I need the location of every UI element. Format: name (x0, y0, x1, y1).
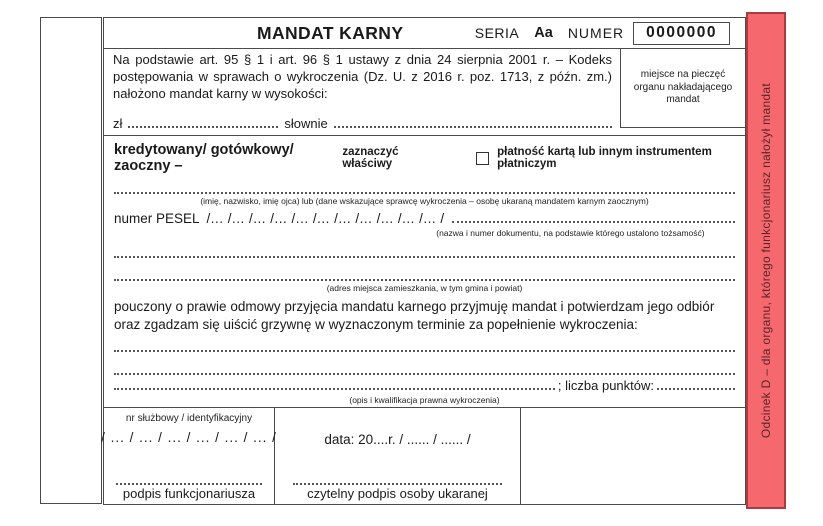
address-field-2 (114, 277, 735, 281)
currency-label: zł (113, 116, 123, 131)
offender-signature-label: czytelny podpis osoby ukaranej (307, 486, 488, 501)
points-line (114, 378, 735, 393)
pesel-label: numer PESEL (114, 211, 200, 227)
empty-signature-cell (521, 408, 745, 504)
officer-id-slots: / ... / ... / ... / ... / ... / ... / (101, 430, 277, 445)
officer-signature-label: podpis funkcjonariusza (122, 486, 256, 501)
officer-signature-cell (101, 408, 277, 504)
offender-signature-cell (275, 408, 521, 504)
address-caption: (adres miejsca zamieszkania, w tym gmina i powiat) (326, 283, 523, 294)
officer-id-label: nr służbowy / identyfikacyjny (125, 413, 253, 424)
form-main (103, 17, 746, 505)
pesel-line (114, 211, 735, 226)
offender-signature-field (293, 481, 502, 485)
offense-description-field-1 (114, 348, 735, 352)
signature-section (101, 407, 745, 504)
identity-document-caption: (nazwa i numer dokumentu, na podstawie którego ustalono tożsamość) (436, 228, 705, 239)
acknowledgement-text: pouczony o prawie odmowy przyjęcia mandatu karnego przyjmuję mandat i potwierdzam jego odbiór oraz zgadzam się uiścić grzywnę w wyznaczonym terminie za popełnienie wykroczenia: (114, 298, 715, 332)
seria-label: SERIA (474, 25, 520, 41)
payment-type-line (114, 142, 735, 174)
legal-basis-cell (104, 49, 620, 135)
stub-section-strip (746, 12, 786, 509)
legal-basis-row (104, 48, 745, 136)
identity-document-field (452, 221, 735, 223)
offense-description-field-3 (114, 388, 555, 390)
offense-caption: (opis i kwalifikacja prawna wykroczenia) (349, 394, 500, 405)
card-payment-checkbox[interactable] (476, 152, 489, 165)
form-header (104, 18, 745, 48)
offender-name-caption: (imię, nazwisko, imię ojca) lub (dane wskazujące sprawcę wykroczenia – osobę ukaraną mandatem karnym zaocznym) (200, 196, 649, 206)
form-title: MANDAT KARNY (257, 22, 404, 43)
offender-name-field (114, 190, 735, 194)
date-field: data: 20....r. / ...... / ...... / (324, 432, 471, 447)
form-body (104, 136, 745, 407)
payment-type-hint: zaznaczyć właściwy (342, 146, 399, 170)
stamp-note: miejsce na pieczęć organu nakładającego mandat (633, 69, 733, 106)
fine-amount-words-field (334, 126, 612, 128)
fine-amount-line (113, 116, 612, 135)
offense-description-field-2 (114, 371, 735, 375)
left-blank-stub (40, 17, 102, 504)
numer-label: NUMER (567, 25, 625, 41)
points-label: ; liczba punktów: (557, 377, 654, 393)
fine-amount-field (128, 126, 278, 128)
stamp-area (620, 49, 745, 128)
payment-type-label: kredytowany/ gotówkowy/ zaoczny – (114, 142, 294, 174)
in-words-label: słownie (284, 116, 328, 131)
seria-value: Aa (534, 25, 553, 41)
ticket-number: 0000000 (633, 22, 730, 45)
officer-signature-field (116, 481, 262, 485)
legal-basis-text: Na podstawie art. 95 § 1 i art. 96 § 1 ustawy z dnia 24 sierpnia 2001 r. – Kodeks postępowania w sprawach o wykroczenia (Dz. U. z 2016 r. poz. 1713, z późn. zm.) nałożono mandat karny w wysokości: (113, 52, 612, 101)
address-field-1 (114, 254, 735, 258)
pesel-slots: /... /... /... /... /... /... /... /... /... /... /... / (206, 211, 445, 227)
points-field (657, 388, 735, 390)
stub-section-label: Odcinek D – dla organu, którego funkcjonariusz nałożył mandat (759, 82, 773, 439)
card-payment-label: płatność kartą lub innym instrumentem płatniczym (497, 146, 712, 170)
